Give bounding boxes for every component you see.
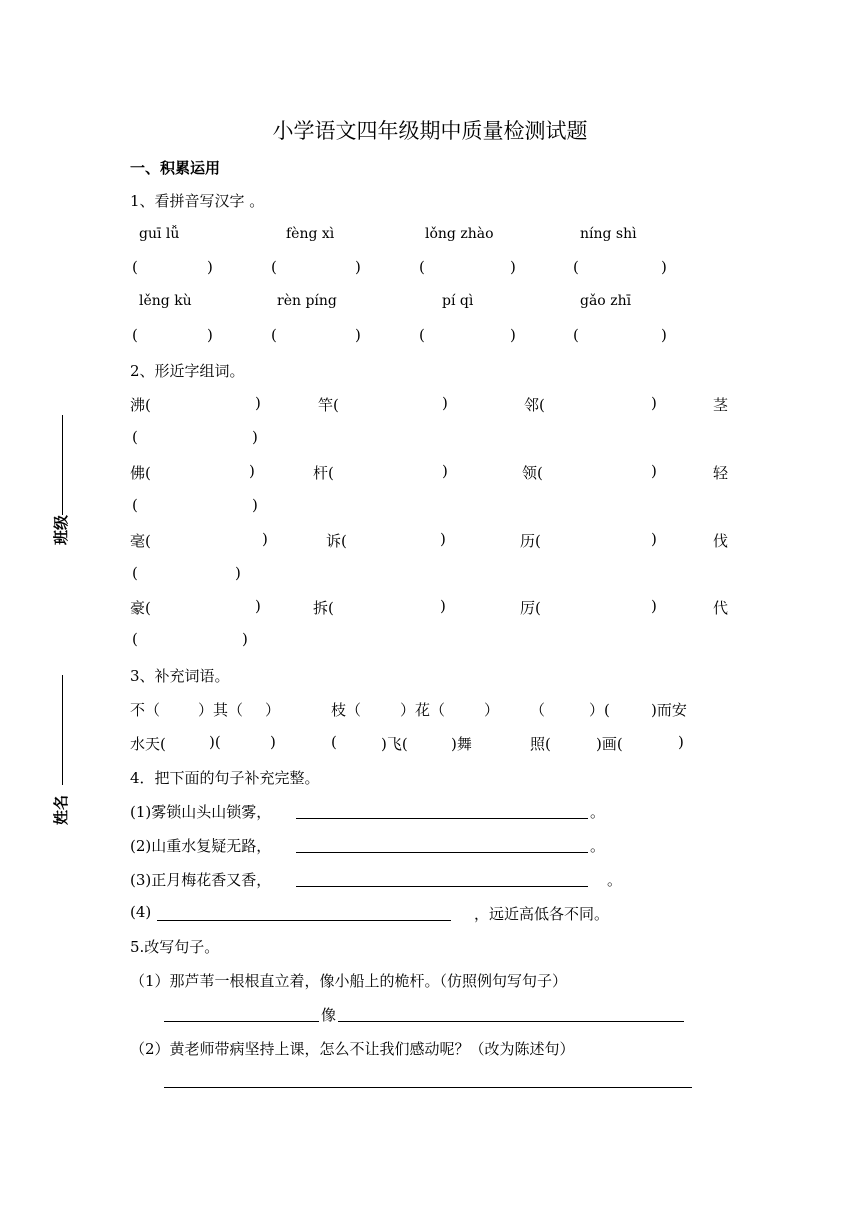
class-blank-line — [62, 415, 63, 515]
idiom-part: 水天( — [130, 735, 166, 753]
answer-close-paren: ) — [661, 326, 667, 344]
poem-line-end: 。 — [607, 871, 623, 889]
char-group: 茎 — [713, 396, 729, 414]
answer-blank — [296, 852, 588, 853]
char-group-close: ) — [252, 428, 258, 446]
poem-line: (1)雾锁山头山锁雾， — [130, 803, 272, 821]
char-group: 伐 — [713, 532, 729, 550]
answer-blank — [157, 920, 451, 921]
char-group-close: ) — [262, 530, 268, 548]
idiom-part: ）( — [589, 701, 610, 719]
idiom-part: ）花（ — [400, 701, 446, 719]
char-group-close: ) — [442, 462, 448, 480]
answer-open-paren: ( — [271, 326, 277, 344]
char-group: 沸( — [130, 396, 151, 414]
idiom-part: )画( — [596, 735, 623, 753]
char-group-close: ) — [651, 462, 657, 480]
q5-heading: 5.改写句子。 — [130, 938, 220, 956]
char-group-close: ) — [442, 394, 448, 412]
q2-heading: 2、形近字组词。 — [130, 362, 245, 380]
poem-line: (3)正月梅花香又香， — [130, 871, 272, 889]
page-title: 小学语文四年级期中质量检测试题 — [272, 119, 588, 143]
pinyin-7: pí qì — [442, 293, 474, 309]
idiom-part: ) — [678, 733, 684, 751]
answer-close-paren: ) — [207, 326, 213, 344]
name-label: 姓名 — [52, 794, 70, 825]
answer-close-paren: ) — [355, 258, 361, 276]
pinyin-6: rèn píng — [277, 293, 337, 309]
answer-close-paren: ) — [510, 258, 516, 276]
q4-heading: 4．把下面的句子补充完整。 — [130, 769, 320, 787]
answer-blank — [296, 818, 588, 819]
pinyin-2: fèng xì — [286, 226, 335, 242]
answer-close-paren: ) — [207, 258, 213, 276]
char-group-close: ) — [249, 462, 255, 480]
answer-blank — [164, 1021, 319, 1022]
char-group-open: ( — [132, 630, 138, 648]
char-group-open: ( — [132, 428, 138, 446]
char-group: 领( — [522, 464, 543, 482]
char-group-open: ( — [132, 496, 138, 514]
char-group-close: ) — [235, 564, 241, 582]
idiom-part: 照( — [530, 735, 551, 753]
idiom-part: ） — [265, 701, 281, 719]
char-group: 代 — [713, 599, 729, 617]
name-blank-line — [62, 675, 63, 785]
idiom-part: )而安 — [651, 701, 687, 719]
rewrite-item: （2）黄老师带病坚持上课，怎么不让我们感动呢？（改为陈述句） — [130, 1040, 575, 1058]
idiom-part: 枝（ — [331, 701, 362, 719]
char-group: 拆( — [313, 599, 334, 617]
answer-close-paren: ) — [661, 258, 667, 276]
idiom-part: )( — [209, 733, 221, 751]
poem-line-end: ，远近高低各不同。 — [474, 905, 610, 923]
char-group: 杆( — [313, 464, 334, 482]
char-group-close: ) — [651, 530, 657, 548]
q3-heading: 3、补充词语。 — [130, 667, 230, 685]
char-group-close: ) — [252, 496, 258, 514]
char-group: 历( — [520, 532, 541, 550]
poem-line: (4) — [130, 903, 152, 921]
q1-heading: 1、看拼音写汉字 。 — [130, 192, 265, 210]
answer-close-paren: ) — [355, 326, 361, 344]
pinyin-8: gǎo zhī — [580, 293, 632, 309]
pinyin-4: níng shì — [580, 226, 637, 242]
rewrite-item: （1）那芦苇一根根直立着，像小船上的桅杆。（仿照例句写句子） — [130, 972, 568, 990]
idiom-part: ) — [270, 733, 276, 751]
section-heading: 一、积累运用 — [130, 159, 221, 177]
answer-open-paren: ( — [573, 326, 579, 344]
answer-open-paren: ( — [419, 258, 425, 276]
char-group-close: ) — [242, 630, 248, 648]
answer-close-paren: ) — [510, 326, 516, 344]
poem-line-end: 。 — [590, 803, 606, 821]
char-group-close: ) — [440, 530, 446, 548]
char-group-close: ) — [440, 597, 446, 615]
answer-blank — [338, 1021, 684, 1022]
answer-blank — [296, 886, 588, 887]
pinyin-1: guī lǚ — [139, 226, 180, 242]
idiom-part: ）其（ — [198, 701, 244, 719]
char-group: 邻( — [524, 396, 545, 414]
char-group: 诉( — [326, 532, 347, 550]
idiom-part: )舞 — [451, 735, 472, 753]
answer-open-paren: ( — [271, 258, 277, 276]
char-group: 轻 — [713, 464, 729, 482]
char-group-close: ) — [255, 597, 261, 615]
answer-open-paren: ( — [419, 326, 425, 344]
poem-line: (2)山重水复疑无路， — [130, 837, 272, 855]
answer-open-paren: ( — [573, 258, 579, 276]
char-group-close: ) — [651, 394, 657, 412]
char-group: 厉( — [520, 599, 541, 617]
idiom-part: ） — [484, 701, 500, 719]
idiom-part: （ — [530, 701, 546, 719]
idiom-part: ( — [331, 733, 337, 751]
answer-blank — [164, 1087, 692, 1088]
char-group: 佛( — [130, 464, 151, 482]
answer-open-paren: ( — [132, 326, 138, 344]
class-label: 班级 — [52, 514, 70, 545]
char-group-close: ) — [651, 597, 657, 615]
char-group: 豪( — [130, 599, 151, 617]
idiom-part: )飞( — [381, 735, 408, 753]
poem-line-end: 。 — [590, 837, 606, 855]
answer-open-paren: ( — [132, 258, 138, 276]
idiom-part: 不（ — [130, 701, 161, 719]
char-group-open: ( — [132, 564, 138, 582]
pinyin-3: lǒng zhào — [425, 226, 494, 242]
like-word: 像 — [321, 1006, 337, 1024]
char-group-close: ) — [255, 394, 261, 412]
char-group: 毫( — [130, 532, 151, 550]
char-group: 竿( — [318, 396, 339, 414]
pinyin-5: lěng kù — [139, 293, 192, 309]
